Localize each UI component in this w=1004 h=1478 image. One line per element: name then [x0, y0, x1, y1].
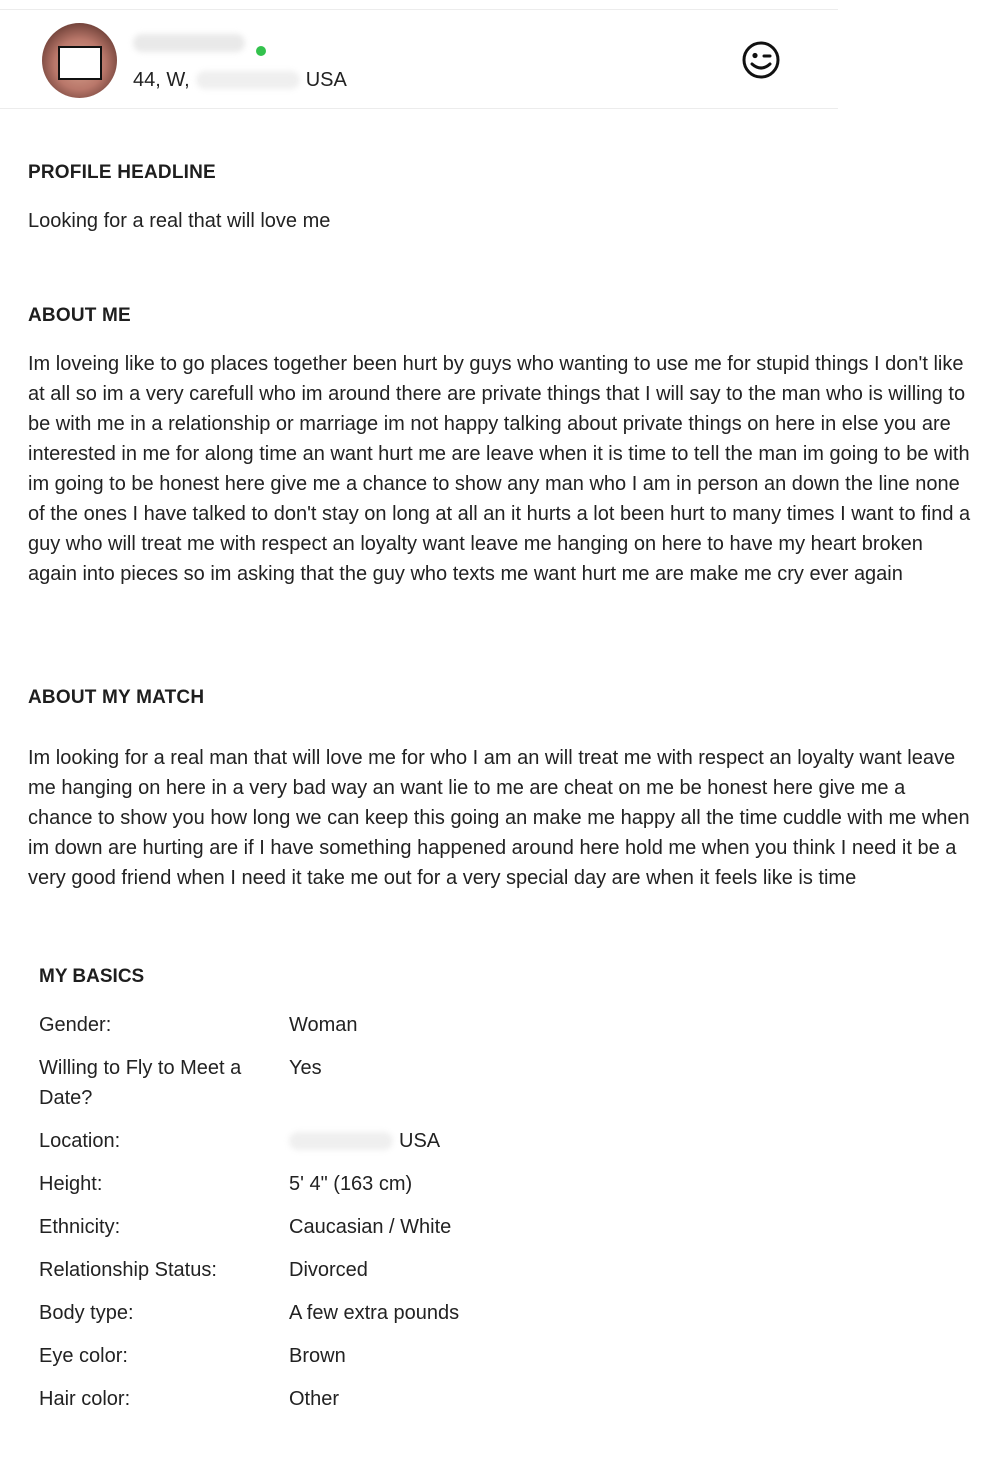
basics-label: Relationship Status:: [39, 1259, 217, 1281]
about-me-text: Im loveing like to go places together been hurt by guys who wanting to use me for stupid things I don't like at all so im a very carefull who im around there are private things that I will say to the man who is willing to be with me in a relationship or marriage im not happy talking about private things on here in else you are interested in me for along time an want hurt me are leave when it is time to tell the man im going to be with im going to be honest here give me a chance to show any man who I am in person an down the line none of the ones I have talked to don't stay on long at all an it hurts a lot been hurt to many times I want to find a guy who will treat me with respect an loyalty want leave me hanging on here to have my heart broken again into pieces so im asking that the guy who texts me want hurt me are make me cry ever again: [28, 353, 971, 585]
basics-row-eye-color: [39, 1341, 639, 1371]
username-redacted[interactable]: [133, 34, 245, 52]
location-country: USA: [399, 1130, 441, 1152]
city-state-redacted: [196, 71, 300, 89]
my-basics-title: MY BASICS: [39, 966, 145, 987]
online-status-dot: [256, 46, 266, 56]
my-basics-section: [39, 966, 639, 1427]
about-match-text: Im looking for a real man that will love me for who I am an will treat me with respect an loyalty want leave me hanging on here in a very bad way an want lie to me are cheat on me be honest here give me a chance to show you how long we can keep this going an make me happy all the time cuddle with me when im down are hurting are if I have something happened around here hold me when you think I need it be a very good friend when I need it take me out for a very special day are when it feels like is time: [28, 747, 970, 889]
basics-value-location: [289, 1126, 639, 1156]
location-redacted: [289, 1132, 393, 1150]
basics-value: Other: [289, 1388, 340, 1410]
basics-label: Location:: [39, 1130, 121, 1152]
basics-value: Caucasian / White: [289, 1216, 452, 1238]
profile-header: [0, 9, 838, 109]
basics-row-gender: [39, 1010, 639, 1040]
country: USA: [305, 68, 347, 91]
basics-label: Hair color:: [39, 1388, 131, 1410]
basics-row-location: [39, 1126, 639, 1156]
basics-row-height: [39, 1169, 639, 1199]
basics-row-ethnicity: [39, 1212, 639, 1242]
headline-text: Looking for a real that will love me: [28, 210, 331, 232]
basics-value: 5' 4" (163 cm): [289, 1173, 413, 1195]
basics-row-body-type: [39, 1298, 639, 1328]
basics-value: A few extra pounds: [289, 1302, 460, 1324]
basics-label: Body type:: [39, 1302, 134, 1324]
headline-title: PROFILE HEADLINE: [28, 162, 216, 183]
basics-label: Gender:: [39, 1014, 112, 1036]
basics-label: Willing to Fly to Meet a Date?: [39, 1057, 242, 1109]
basics-label: Eye color:: [39, 1345, 128, 1367]
avatar[interactable]: [42, 23, 117, 98]
age-gender: 44, W,: [133, 68, 190, 91]
about-match-title: ABOUT MY MATCH: [28, 687, 205, 708]
about-me-title: ABOUT ME: [28, 305, 131, 326]
basics-label: Ethnicity:: [39, 1216, 121, 1238]
basics-value: Yes: [289, 1057, 322, 1079]
wink-face-icon[interactable]: [741, 40, 781, 80]
avatar-censor-box: [58, 46, 102, 80]
basics-value: Brown: [289, 1345, 346, 1367]
basics-value: Divorced: [289, 1259, 368, 1281]
profile-summary-line: [133, 67, 347, 93]
basics-row-willing-to-fly: [39, 1053, 639, 1113]
basics-row-relationship-status: [39, 1255, 639, 1285]
basics-label: Height:: [39, 1173, 103, 1195]
basics-value: Woman: [289, 1014, 358, 1036]
basics-row-hair-color: [39, 1384, 639, 1414]
